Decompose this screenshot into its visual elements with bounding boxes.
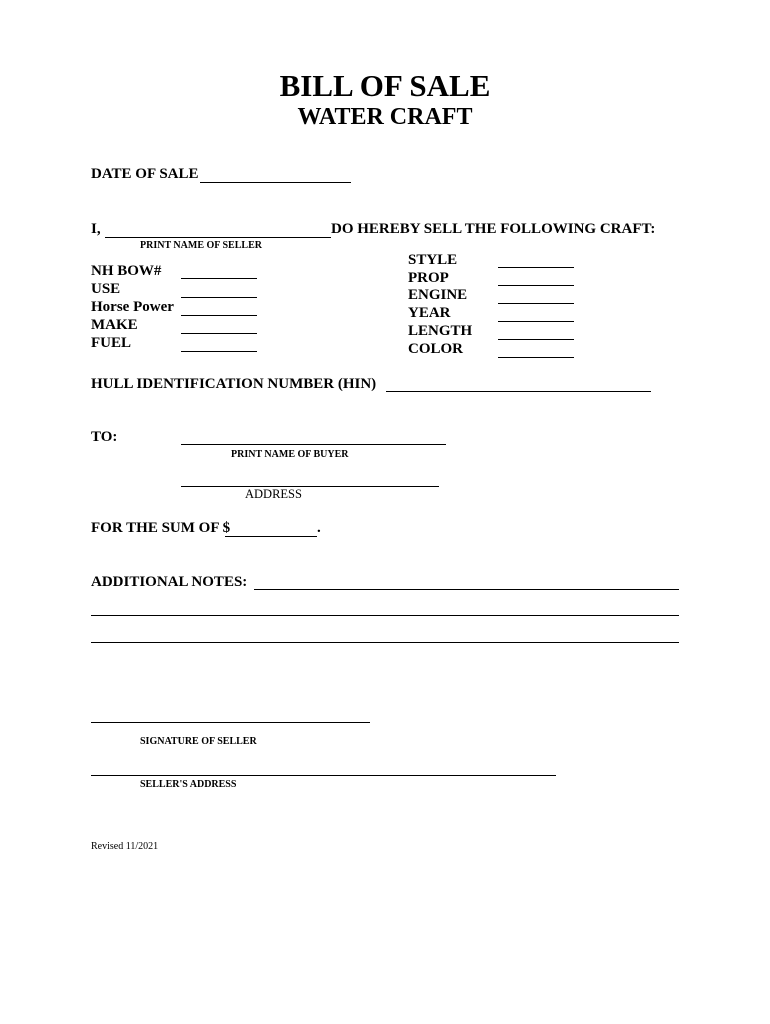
field-input-prop[interactable] (498, 285, 574, 286)
sum-label: FOR THE SUM OF $ (91, 520, 231, 536)
seller-name-field[interactable] (105, 237, 331, 238)
field-label-color: COLOR (408, 341, 464, 357)
seller-address-field[interactable] (91, 775, 556, 776)
field-label-year: YEAR (408, 305, 451, 321)
document-subtitle: WATER CRAFT (297, 104, 473, 130)
date-of-sale-field[interactable] (200, 182, 351, 183)
seller-address-caption: SELLER'S ADDRESS (140, 779, 237, 790)
buyer-name-field[interactable] (181, 444, 446, 445)
field-input-color[interactable] (498, 357, 574, 358)
field-input-year[interactable] (498, 321, 574, 322)
notes-label: ADDITIONAL NOTES: (91, 574, 248, 590)
field-label-style: STYLE (408, 252, 458, 268)
field-input-nh-bow[interactable] (181, 278, 257, 279)
field-label-nh-bow: NH BOW# (91, 263, 162, 279)
document-title: BILL OF SALE (279, 68, 491, 103)
sum-field[interactable] (225, 536, 317, 537)
hin-label: HULL IDENTIFICATION NUMBER (HIN) (91, 376, 377, 392)
field-input-fuel[interactable] (181, 351, 257, 352)
sell-statement: DO HEREBY SELL THE FOLLOWING CRAFT: (331, 221, 656, 237)
field-label-length: LENGTH (408, 323, 473, 339)
notes-line-1[interactable] (254, 589, 679, 590)
field-input-use[interactable] (181, 297, 257, 298)
signature-field[interactable] (91, 722, 370, 723)
field-input-engine[interactable] (498, 303, 574, 304)
field-input-horse-power[interactable] (181, 315, 257, 316)
date-of-sale-label: DATE OF SALE (91, 166, 199, 182)
field-label-horse-power: Horse Power (91, 299, 174, 315)
field-input-make[interactable] (181, 333, 257, 334)
notes-line-3[interactable] (91, 642, 679, 643)
sum-period: . (317, 520, 321, 536)
field-label-fuel: FUEL (91, 335, 132, 351)
seller-prefix: I, (91, 221, 101, 237)
field-input-length[interactable] (498, 339, 574, 340)
field-label-use: USE (91, 281, 121, 297)
to-label: TO: (91, 429, 118, 445)
address-caption: ADDRESS (245, 487, 302, 501)
field-label-engine: ENGINE (408, 287, 468, 303)
revised-note: Revised 11/2021 (91, 841, 159, 852)
hin-field[interactable] (386, 391, 651, 392)
field-input-style[interactable] (498, 267, 574, 268)
buyer-address-field[interactable] (181, 486, 439, 487)
print-name-buyer-caption: PRINT NAME OF BUYER (231, 449, 349, 460)
field-label-prop: PROP (408, 270, 449, 286)
print-name-seller-caption: PRINT NAME OF SELLER (140, 240, 262, 251)
signature-caption: SIGNATURE OF SELLER (140, 736, 257, 747)
notes-line-2[interactable] (91, 615, 679, 616)
field-label-make: MAKE (91, 317, 138, 333)
